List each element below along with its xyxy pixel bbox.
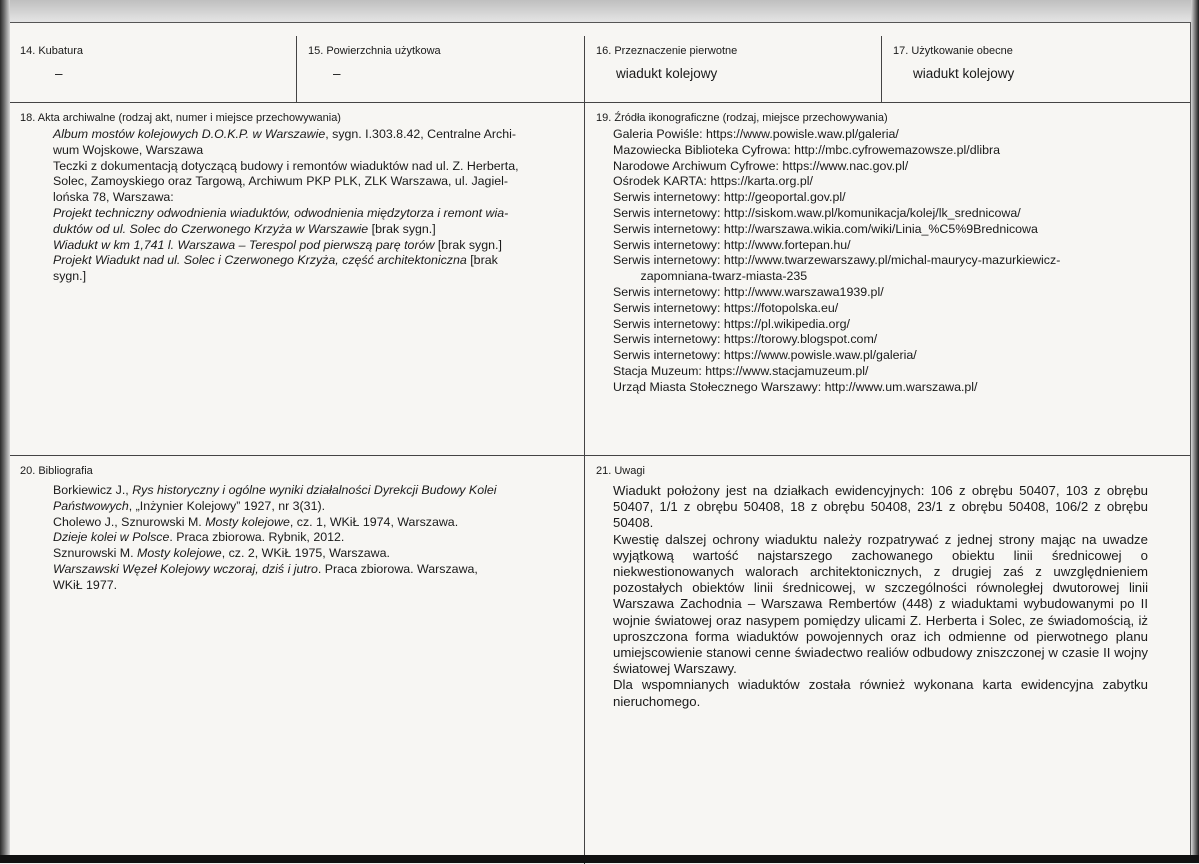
source-line: Mazowiecka Biblioteka Cyfrowa: http://mbc.cyfrowemazowsze.pl/dlibra <box>613 142 1001 157</box>
akta-plain: [brak sygn.] <box>368 221 436 236</box>
akta-line <box>53 206 573 222</box>
bib-plain: , „Inżynier Kolejowy” 1927, nr 3(31). <box>128 498 326 513</box>
source-line: Serwis internetowy: http://www.fortepan.hu/ <box>613 237 851 252</box>
zrodla-text <box>613 127 1173 396</box>
source-line: Serwis internetowy: http://siskom.waw.pl/komunikacja/kolej/lk_srednicowa/ <box>613 205 1021 220</box>
source-line: Serwis internetowy: https://pl.wikipedia.org/ <box>613 316 850 331</box>
source-line: Serwis internetowy: https://www.powisle.waw.pl/galeria/ <box>613 348 917 363</box>
akta-line <box>53 159 573 175</box>
bib-italic: Rys historyczny i ogólne wyniki działalności Dyrekcji Budowy Kolei <box>132 483 497 497</box>
akta-plain: [brak sygn.] <box>434 237 502 252</box>
field-label: 17. Użytkowanie obecne <box>893 45 1013 57</box>
field-label: 15. Powierzchnia użytkowa <box>308 45 441 57</box>
field-value: – <box>333 66 341 81</box>
akta-plain: wum Wojskowe, Warszawa <box>53 142 204 157</box>
bib-plain: , cz. 1, WKiŁ 1974, Warszawa. <box>289 514 459 529</box>
akta-text <box>53 127 573 285</box>
scan-top-edge <box>0 0 1199 24</box>
source-line: Narodowe Archiwum Cyfrowe: https://www.nac.gov.pl/ <box>613 158 909 173</box>
field-kubatura <box>9 36 297 102</box>
akta-line <box>53 127 573 143</box>
akta-line <box>53 174 573 190</box>
source-line: Galeria Powiśle: https://www.powisle.waw.pl/galeria/ <box>613 127 899 141</box>
field-powierzchnia <box>297 36 585 102</box>
akta-line <box>53 269 573 285</box>
field-label: 14. Kubatura <box>20 45 83 57</box>
akta-plain: Solec, Zamoyskiego oraz Targową, Archiwum PKP PLK, ZLK Warszawa, ul. Jagiel- <box>53 174 508 189</box>
bib-italic: Warszawski Węzeł Kolejowy wczoraj, dziś i jutro <box>53 561 318 576</box>
row-bibliography <box>9 456 1190 864</box>
bibliography-entry <box>53 578 573 594</box>
akta-line <box>53 238 573 254</box>
source-line: Serwis internetowy: http://www.twarzewarszawy.pl/michal-maurycy-mazurkiewicz- <box>613 253 1061 268</box>
uwagi-text <box>613 483 1148 710</box>
field-label: 19. Źródła ikonograficzne (rodzaj, miejsce przechowywania) <box>596 112 888 124</box>
source-line: Stacja Muzeum: https://www.stacjamuzeum.pl/ <box>613 363 869 378</box>
bib-plain: WKiŁ 1977. <box>53 577 118 592</box>
field-value: wiadukt kolejowy <box>913 66 1015 81</box>
bib-plain: , cz. 2, WKiŁ 1975, Warszawa. <box>221 546 390 561</box>
akta-italic: Album mostów kolejowych D.O.K.P. w Warszawie <box>53 127 326 141</box>
akta-line <box>53 222 573 238</box>
akta-plain: [brak <box>466 253 498 268</box>
field-przeznaczenie <box>585 36 882 102</box>
field-bibliografia <box>9 456 585 864</box>
akta-plain: lońska 78, Warszawa: <box>53 190 174 205</box>
record-sheet <box>8 22 1191 863</box>
bib-plain: Sznurowski M. <box>53 546 137 561</box>
field-label: 18. Akta archiwalne (rodzaj akt, numer i miejsce przechowywania) <box>20 112 341 124</box>
bibliography-entry <box>53 530 573 546</box>
field-value: wiadukt kolejowy <box>616 66 718 81</box>
bib-italic: Mosty kolejowe <box>205 514 290 529</box>
remark-paragraph: Dla wspomnianych wiaduktów została również wykonana karta ewidencyjna zabytku nieruchomego. <box>613 677 1148 709</box>
field-value: – <box>55 66 63 81</box>
bibliografia-text <box>53 483 573 594</box>
bibliography-entry <box>53 562 573 578</box>
akta-line <box>53 253 573 269</box>
akta-italic: duktów od ul. Solec do Czerwonego Krzyża w Warszawie <box>53 221 369 236</box>
source-line: Serwis internetowy: http://www.warszawa1939.pl/ <box>613 284 884 299</box>
scan-bottom-edge <box>0 855 1199 863</box>
bib-italic: Mosty kolejowe <box>137 546 222 561</box>
field-zrodla <box>585 103 1190 455</box>
bibliography-entry <box>53 546 573 562</box>
bib-plain: . Praca zbiorowa. Warszawa, <box>317 561 478 576</box>
scan-right-edge <box>1191 0 1199 863</box>
field-akta <box>9 103 585 455</box>
akta-plain: Teczki z dokumentacją dotyczącą budowy i remontów wiaduktów nad ul. Z. Herberta, <box>53 158 519 173</box>
source-line: Serwis internetowy: https://fotopolska.eu/ <box>613 300 839 315</box>
field-label: 21. Uwagi <box>596 465 645 477</box>
akta-line <box>53 190 573 206</box>
bib-plain: . Praca zbiorowa. Rybnik, 2012. <box>169 530 345 545</box>
row-usage <box>9 36 1190 103</box>
scan-left-edge <box>0 0 10 863</box>
akta-italic: Wiadukt w km 1,741 l. Warszawa – Terespol pod pierwszą parę torów <box>53 237 435 252</box>
bibliography-entry <box>53 483 573 499</box>
field-label: 16. Przeznaczenie pierwotne <box>596 45 738 57</box>
akta-line <box>53 143 573 159</box>
bib-plain: Cholewo J., Sznurowski M. <box>53 514 206 529</box>
field-uzytkowanie <box>882 36 1190 102</box>
row-archives <box>9 103 1190 456</box>
bibliography-entry <box>53 499 573 515</box>
akta-plain: , sygn. I.303.8.42, Centralne Archi- <box>325 127 517 141</box>
source-line: Serwis internetowy: https://torowy.blogspot.com/ <box>613 332 878 347</box>
bib-plain: Borkiewicz J., <box>53 483 133 497</box>
akta-italic: Projekt Wiadukt nad ul. Solec i Czerwonego Krzyża, część architektoniczna <box>53 253 467 268</box>
remark-paragraph: Kwestię dalszej ochrony wiaduktu należy rozpatrywać z jednej strony mając na uwadze wyjątkową wartość najstarszego zachowanego obiektu linii średnicowej o niekwestionowanych walorach architektonicznych, z drugiej zaś z uwzględnieniem pozostałych obiektów linii średnicowej, w szczególności równoległej dwutorowej linii Warszawa Zachodnia – Warszawa Rembertów (448) z wiaduktami wybudowanymi po II wojnie światowej oraz nasypem pomiędzy ulicami Z. Herberta i Solec, ze świadomością, iż uproszczona forma wiaduktów powojennych oraz ich odmienne od pierwotnego planu umiejscowienie stanowi cenne świadectwo realiów odbudowy zniszczonej w czasie II wojny światowej Warszawy. <box>613 531 1148 677</box>
source-line: Ośrodek KARTA: https://karta.org.pl/ <box>613 174 813 189</box>
akta-plain: sygn.] <box>53 269 87 284</box>
remark-paragraph: Wiadukt położony jest na działkach ewidencyjnych: 106 z obrębu 50407, 103 z obrębu 50407, 1/1 z obrębu 50408, 18 z obrębu 50408, 23/1 z obrębu 50408, 106/2 z obrębu 50408. <box>613 483 1148 531</box>
source-line: Urząd Miasta Stołecznego Warszawy: http://www.um.warszawa.pl/ <box>613 379 978 394</box>
bib-italic: Dzieje kolei w Polsce <box>53 530 170 545</box>
bibliography-entry <box>53 515 573 531</box>
source-line: Serwis internetowy: http://geoportal.gov.pl/ <box>613 190 846 205</box>
field-label: 20. Bibliografia <box>20 465 93 477</box>
source-line: zapomniana-twarz-miasta-235 <box>613 269 808 284</box>
source-line: Serwis internetowy: http://warszawa.wikia.com/wiki/Linia_%C5%9Brednicowa <box>613 221 1038 236</box>
akta-italic: Projekt techniczny odwodnienia wiaduktów, odwodnienia międzytorza i remont wia- <box>53 205 509 220</box>
bib-italic: Państwowych <box>53 498 129 513</box>
field-uwagi <box>585 456 1190 864</box>
